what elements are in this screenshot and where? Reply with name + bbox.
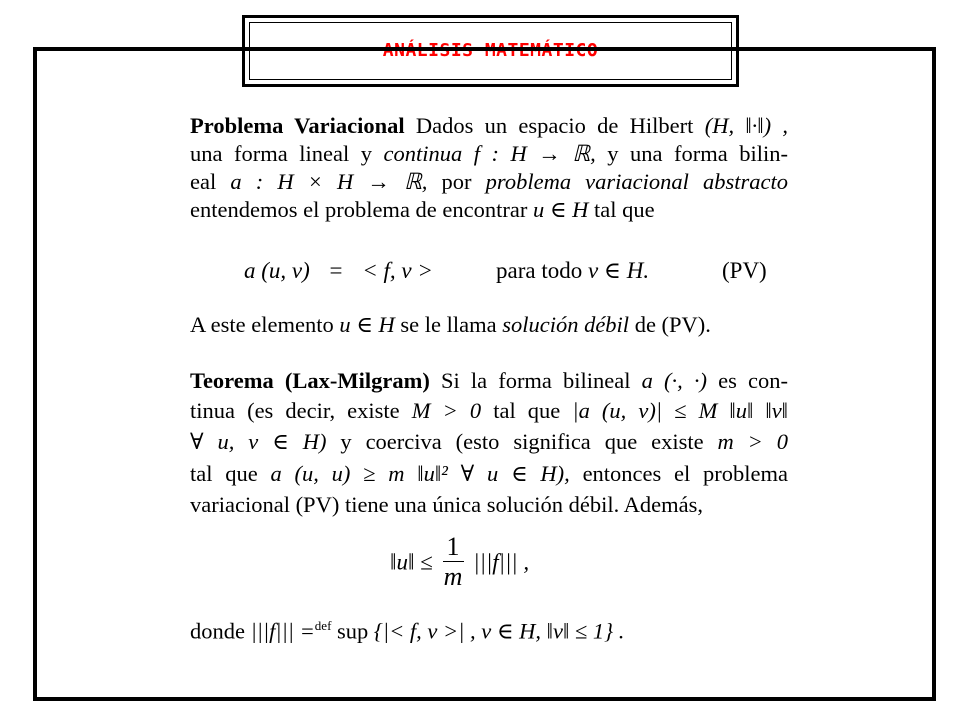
theorem-text: es con- (718, 368, 788, 393)
pv-tag: (PV) (722, 258, 767, 283)
theorem-heading: Teorema (Lax-Milgram) (190, 368, 430, 393)
theorem-line-3 (190, 428, 788, 456)
problem-text: tal que (594, 197, 655, 222)
emphasis-text: solución débil (502, 312, 630, 337)
theorem-text: Si la forma bilineal (440, 368, 631, 393)
equation-rhs: < f, v > (362, 258, 433, 283)
problem-text: por (441, 169, 472, 194)
sup-set-math: {|< f, v >| , v ∈ H, ‖v‖ ≤ 1} . (373, 618, 625, 644)
problem-line-2 (190, 140, 788, 168)
fraction (443, 533, 464, 592)
fraction-numerator: 1 (443, 533, 464, 562)
pv-equation (244, 258, 433, 284)
coercivity-math: a (u, u) ≥ m ‖u‖² ∀ u ∈ H), (270, 461, 570, 486)
theorem-line-2 (190, 397, 788, 425)
problem-text: entendemos el problema de encontrar (190, 197, 528, 222)
weak-text: de (PV). (634, 312, 711, 337)
theorem-line-4 (190, 460, 788, 488)
def-superscript: def (314, 618, 332, 633)
theorem-line-1 (190, 367, 788, 395)
forall-math: ∀ u, v ∈ H) (190, 429, 327, 454)
theorem-line-5 (190, 491, 703, 519)
definition-text: donde (190, 618, 245, 644)
theorem-text: tal que (493, 398, 561, 423)
problem-line-1 (190, 112, 788, 140)
emphasis-text: continua (383, 141, 463, 166)
condition-math: v ∈ H. (587, 258, 650, 283)
u-in-h-math: u ∈ H (532, 197, 589, 222)
linear-form-math: f : H → ℝ, (473, 141, 596, 166)
u-in-h-math: u ∈ H (339, 312, 395, 337)
estimate-lhs: ‖u‖ ≤ (390, 549, 433, 575)
fraction-denominator: m (443, 562, 463, 591)
theorem-text: y coerciva (esto significa que existe (340, 429, 704, 454)
continuity-bound-math: |a (u, v)| ≤ M ‖u‖ ‖v‖ (572, 398, 788, 423)
problem-text: una forma lineal y (190, 141, 372, 166)
problem-text: Dados un espacio de Hilbert (415, 113, 694, 138)
emphasis-text: problema variacional abstracto (485, 169, 789, 194)
weak-text: se le llama (400, 312, 497, 337)
pv-condition (496, 258, 649, 284)
estimate-rhs: |||f||| , (473, 549, 530, 575)
bilinear-math: a (·, ·) (641, 368, 708, 393)
bilinear-form-math: a : H × H → ℝ, (230, 169, 428, 194)
problem-line-4 (190, 196, 655, 224)
theorem-text: tal que (190, 461, 258, 486)
definition-line (190, 612, 624, 646)
condition-text: para todo (496, 258, 583, 283)
coercivity-constant-math: m > 0 (717, 429, 789, 454)
hilbert-space-math: (H, ‖·‖) , (704, 113, 788, 138)
theorem-text: tinua (es decir, existe (190, 398, 400, 423)
theorem-text: variacional (PV) tiene una única solución débil. Además, (190, 492, 703, 517)
triple-norm-math: |||f||| = (250, 618, 315, 644)
page-title: ANÁLISIS MATEMÁTICO (382, 40, 599, 61)
theorem-text: entonces el problema (582, 461, 789, 486)
problem-text: y una forma bilin- (607, 141, 789, 166)
problem-line-3 (190, 168, 788, 196)
estimate-equation (390, 533, 529, 592)
equation-equals: = (329, 258, 343, 283)
problem-heading: Problema Variacional (190, 113, 405, 138)
weak-solution-line (190, 311, 711, 339)
sup-operator: sup (337, 618, 369, 644)
problem-text: eal (190, 169, 217, 194)
equation-lhs: a (u, v) (244, 258, 310, 283)
continuity-constant-math: M > 0 (411, 398, 482, 423)
weak-text: A este elemento (190, 312, 334, 337)
